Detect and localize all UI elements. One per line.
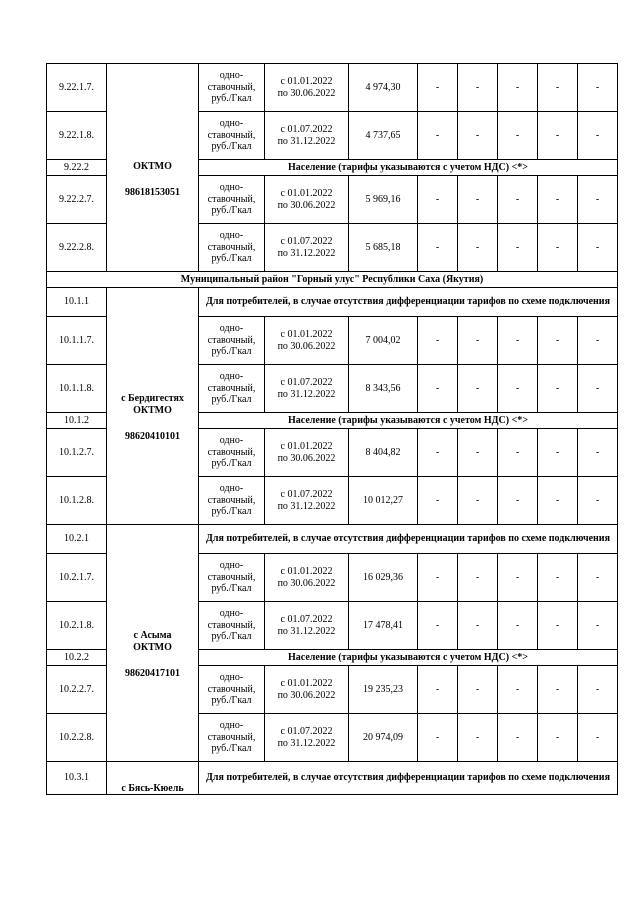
row-code: 10.1.1.8. (47, 365, 107, 413)
row-code: 9.22.2 (47, 160, 107, 176)
tariff-type: одно- ставочный, руб./Гкал (199, 224, 265, 272)
dash-cell: - (538, 554, 578, 602)
period: с 01.07.2022 по 31.12.2022 (265, 602, 349, 650)
row-code: 10.2.1.8. (47, 602, 107, 650)
tariff-value: 20 974,09 (349, 714, 418, 762)
row-code: 9.22.2.8. (47, 224, 107, 272)
row-code: 10.1.2.8. (47, 477, 107, 525)
dash-cell: - (578, 429, 618, 477)
period: с 01.07.2022 по 31.12.2022 (265, 714, 349, 762)
group-header: Для потребителей, в случае отсутствия дифференциации тарифов по схеме подключения (199, 762, 618, 795)
table-row (47, 64, 618, 112)
tariff-type: одно- ставочный, руб./Гкал (199, 666, 265, 714)
dash-cell: - (538, 365, 578, 413)
tariff-type: одно- ставочный, руб./Гкал (199, 714, 265, 762)
period: с 01.01.2022 по 30.06.2022 (265, 64, 349, 112)
dash-cell: - (458, 666, 498, 714)
row-code: 10.1.2.7. (47, 429, 107, 477)
locality-name: с Бясь-Кюель (121, 782, 184, 794)
dash-cell: - (578, 477, 618, 525)
tariff-value: 8 343,56 (349, 365, 418, 413)
dash-cell: - (578, 714, 618, 762)
dash-cell: - (458, 176, 498, 224)
dash-cell: - (418, 554, 458, 602)
dash-cell: - (418, 176, 458, 224)
dash-cell: - (538, 224, 578, 272)
tariff-type: одно- ставочный, руб./Гкал (199, 112, 265, 160)
dash-cell: - (418, 602, 458, 650)
dash-cell: - (538, 477, 578, 525)
tariff-type: одно- ставочный, руб./Гкал (199, 554, 265, 602)
locality-cell (107, 288, 199, 525)
dash-cell: - (538, 666, 578, 714)
dash-cell: - (578, 317, 618, 365)
dash-cell: - (498, 224, 538, 272)
dash-cell: - (418, 112, 458, 160)
table-row (47, 525, 618, 554)
tariff-value: 17 478,41 (349, 602, 418, 650)
tariff-type: одно- ставочный, руб./Гкал (199, 176, 265, 224)
group-header: Население (тарифы указываются с учетом НДС) <*> (199, 413, 618, 429)
oktmo-label: ОКТМО (133, 160, 172, 172)
tariff-value: 5 969,16 (349, 176, 418, 224)
dash-cell: - (578, 602, 618, 650)
dash-cell: - (538, 176, 578, 224)
period: с 01.07.2022 по 31.12.2022 (265, 224, 349, 272)
dash-cell: - (498, 666, 538, 714)
locality-cell (107, 762, 199, 795)
period: с 01.07.2022 по 31.12.2022 (265, 112, 349, 160)
dash-cell: - (458, 112, 498, 160)
dash-cell: - (538, 317, 578, 365)
dash-cell: - (578, 365, 618, 413)
oktmo-code: 98620410101 (125, 431, 180, 443)
dash-cell: - (498, 112, 538, 160)
row-code: 10.1.1 (47, 288, 107, 317)
row-code: 10.2.2.8. (47, 714, 107, 762)
dash-cell: - (578, 554, 618, 602)
dash-cell: - (498, 64, 538, 112)
row-code: 10.2.2.7. (47, 666, 107, 714)
tariff-value: 7 004,02 (349, 317, 418, 365)
tariff-type: одно- ставочный, руб./Гкал (199, 602, 265, 650)
oktmo-code: 98620417101 (125, 668, 180, 680)
tariff-type: одно- ставочный, руб./Гкал (199, 317, 265, 365)
period: с 01.01.2022 по 30.06.2022 (265, 176, 349, 224)
dash-cell: - (498, 477, 538, 525)
dash-cell: - (458, 602, 498, 650)
group-header: Для потребителей, в случае отсутствия дифференциации тарифов по схеме подключения (199, 525, 618, 554)
table-row (47, 272, 618, 288)
dash-cell: - (418, 317, 458, 365)
tariff-value: 5 685,18 (349, 224, 418, 272)
dash-cell: - (458, 365, 498, 413)
dash-cell: - (498, 176, 538, 224)
row-code: 10.2.1.7. (47, 554, 107, 602)
dash-cell: - (538, 112, 578, 160)
dash-cell: - (418, 666, 458, 714)
dash-cell: - (538, 64, 578, 112)
tariff-type: одно- ставочный, руб./Гкал (199, 365, 265, 413)
dash-cell: - (498, 554, 538, 602)
section-title: Муниципальный район "Горный улус" Республики Саха (Якутия) (47, 272, 618, 288)
dash-cell: - (418, 64, 458, 112)
dash-cell: - (458, 317, 498, 365)
dash-cell: - (578, 64, 618, 112)
dash-cell: - (498, 429, 538, 477)
dash-cell: - (418, 477, 458, 525)
tariff-type: одно- ставочный, руб./Гкал (199, 64, 265, 112)
row-code: 10.1.1.7. (47, 317, 107, 365)
dash-cell: - (578, 666, 618, 714)
tariff-table (46, 63, 618, 795)
group-header: Население (тарифы указываются с учетом НДС) <*> (199, 160, 618, 176)
row-code: 10.2.2 (47, 650, 107, 666)
dash-cell: - (578, 112, 618, 160)
tariff-value: 16 029,36 (349, 554, 418, 602)
dash-cell: - (458, 64, 498, 112)
oktmo-label: ОКТМО (133, 404, 172, 416)
period: с 01.01.2022 по 30.06.2022 (265, 554, 349, 602)
tariff-value: 4 974,30 (349, 64, 418, 112)
row-code: 9.22.2.7. (47, 176, 107, 224)
oktmo-label: ОКТМО (133, 641, 172, 653)
dash-cell: - (458, 224, 498, 272)
row-code: 10.2.1 (47, 525, 107, 554)
dash-cell: - (458, 714, 498, 762)
row-code: 9.22.1.7. (47, 64, 107, 112)
locality-name: с Бердигестях (121, 393, 184, 405)
dash-cell: - (538, 602, 578, 650)
tariff-value: 10 012,27 (349, 477, 418, 525)
dash-cell: - (578, 224, 618, 272)
tariff-value: 8 404,82 (349, 429, 418, 477)
dash-cell: - (418, 714, 458, 762)
locality-name: с Асыма (133, 630, 172, 642)
dash-cell: - (498, 317, 538, 365)
table-row (47, 288, 618, 317)
dash-cell: - (458, 554, 498, 602)
oktmo-code: 98618153051 (125, 187, 180, 198)
dash-cell: - (458, 429, 498, 477)
tariff-type: одно- ставочный, руб./Гкал (199, 429, 265, 477)
table-row (47, 762, 618, 795)
group-header: Для потребителей, в случае отсутствия дифференциации тарифов по схеме подключения (199, 288, 618, 317)
row-code: 10.1.2 (47, 413, 107, 429)
tariff-value: 4 737,65 (349, 112, 418, 160)
period: с 01.01.2022 по 30.06.2022 (265, 317, 349, 365)
tariff-value: 19 235,23 (349, 666, 418, 714)
dash-cell: - (578, 176, 618, 224)
row-code: 9.22.1.8. (47, 112, 107, 160)
dash-cell: - (538, 714, 578, 762)
locality-cell (107, 64, 199, 272)
dash-cell: - (498, 602, 538, 650)
dash-cell: - (418, 429, 458, 477)
dash-cell: - (458, 477, 498, 525)
period: с 01.01.2022 по 30.06.2022 (265, 429, 349, 477)
period: с 01.07.2022 по 31.12.2022 (265, 477, 349, 525)
dash-cell: - (498, 365, 538, 413)
dash-cell: - (418, 224, 458, 272)
locality-cell (107, 525, 199, 762)
dash-cell: - (538, 429, 578, 477)
group-header: Население (тарифы указываются с учетом НДС) <*> (199, 650, 618, 666)
dash-cell: - (418, 365, 458, 413)
dash-cell: - (498, 714, 538, 762)
row-code: 10.3.1 (47, 762, 107, 795)
tariff-type: одно- ставочный, руб./Гкал (199, 477, 265, 525)
period: с 01.07.2022 по 31.12.2022 (265, 365, 349, 413)
period: с 01.01.2022 по 30.06.2022 (265, 666, 349, 714)
